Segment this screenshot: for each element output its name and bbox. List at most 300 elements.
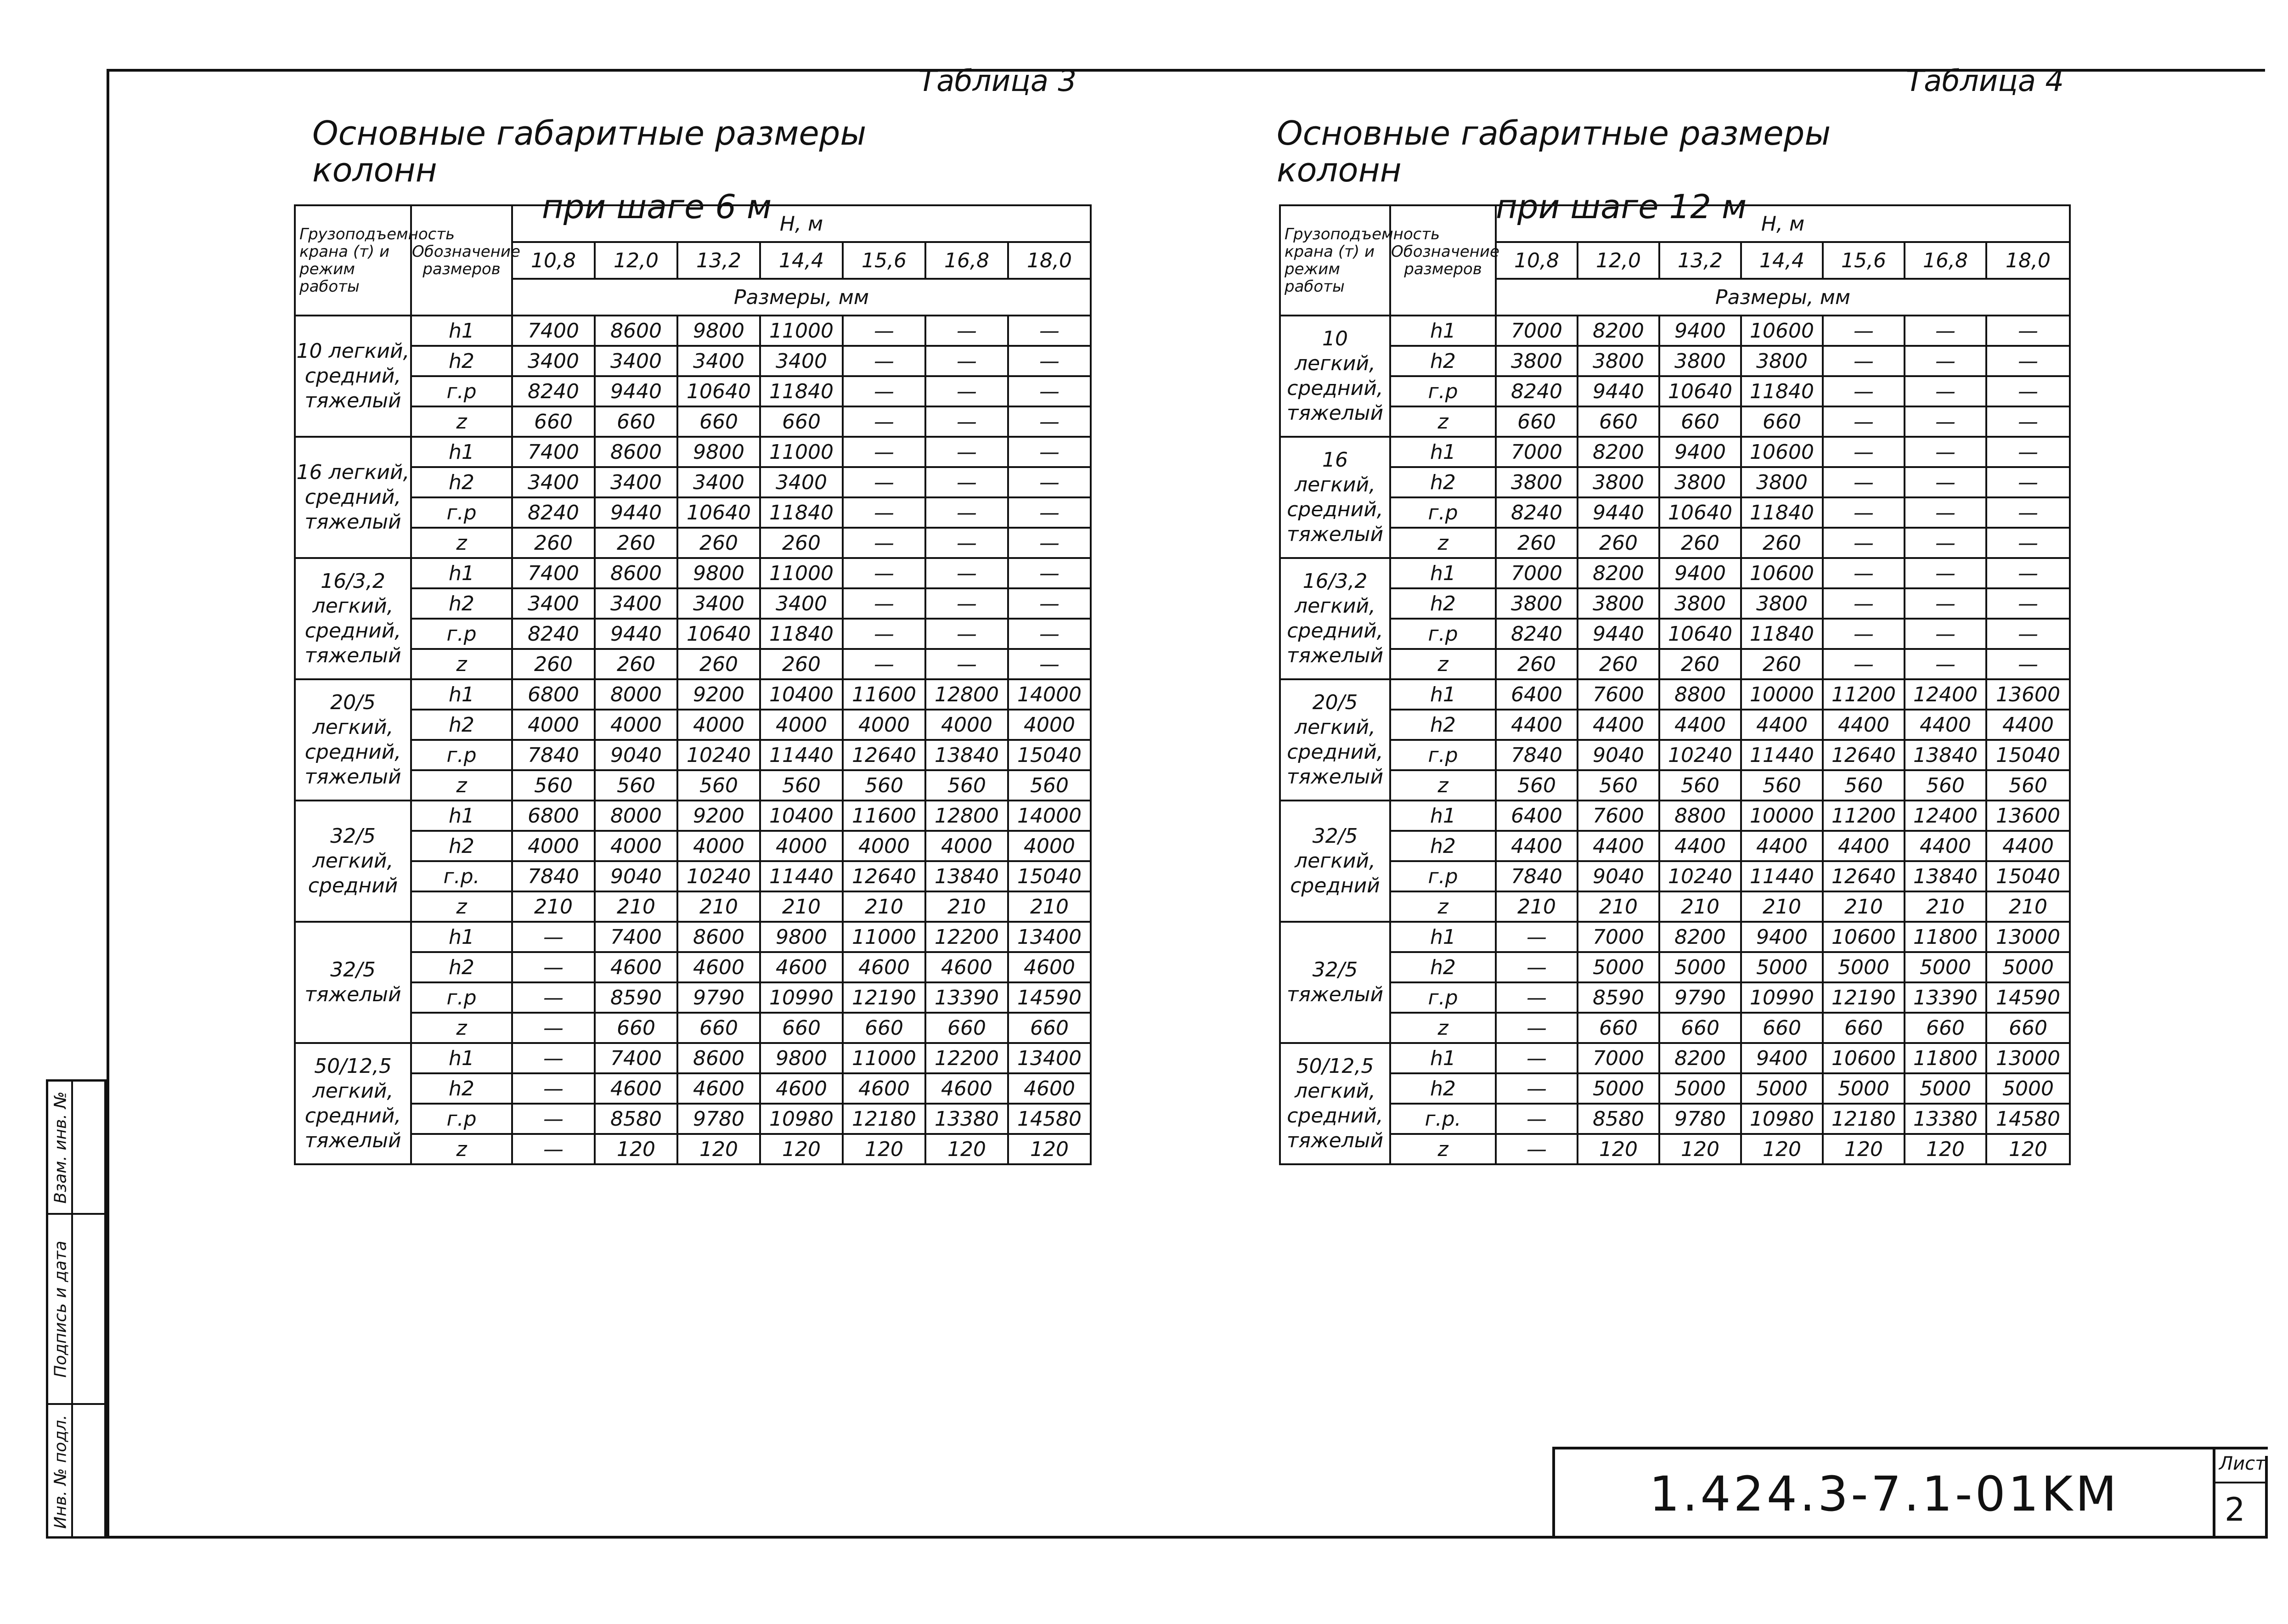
table4-value-cell: 3800 (1659, 467, 1741, 497)
table4-value-cell: 660 (1659, 1013, 1741, 1043)
table3-value-cell: 9040 (595, 861, 677, 891)
table4-value-cell: 8200 (1578, 437, 1659, 467)
table3-value-cell: 11000 (843, 1043, 925, 1073)
table3-value-cell: 8600 (677, 922, 760, 952)
table3-value-cell: 3400 (512, 346, 595, 376)
table4-value-cell: — (1986, 558, 2070, 588)
table4-designation: г.р (1390, 982, 1496, 1013)
table4-value-cell: — (1986, 497, 2070, 528)
table3-value-cell: 4000 (512, 831, 595, 861)
table3-value-cell: 13840 (925, 740, 1008, 770)
table3-value-cell: 660 (595, 406, 677, 437)
table3-designation: h2 (411, 467, 512, 497)
table3-value-cell: 11840 (760, 619, 843, 649)
table3-value-cell: 10640 (677, 376, 760, 406)
table3-value-cell: 8590 (595, 982, 677, 1013)
table3-value-cell: 7840 (512, 740, 595, 770)
table4-value-cell: 10600 (1823, 1043, 1905, 1073)
table3-value-cell: 12640 (843, 861, 925, 891)
table4-header-dims: Размеры, мм (1496, 279, 2070, 316)
table3-value-cell: 660 (595, 1013, 677, 1043)
table4-value-cell: 9400 (1659, 316, 1741, 346)
table3-value-cell: 4600 (677, 1073, 760, 1104)
table3-value-cell: 260 (512, 649, 595, 679)
table4-value-cell: 4400 (1578, 831, 1659, 861)
table4-title-line1: Основные габаритные размеры колонн (1277, 114, 1831, 189)
table4-header-designation: Обозначение размеров (1390, 205, 1496, 316)
table4-value-cell: 120 (1659, 1134, 1741, 1164)
table4-value-cell: — (1823, 346, 1905, 376)
table4-value-cell: 5000 (1659, 1073, 1741, 1104)
table3-value-cell: — (925, 619, 1008, 649)
table4-header-h-value: 10,8 (1496, 242, 1578, 279)
table3-value-cell: — (925, 588, 1008, 619)
table3-header-designation: Обозначение размеров (411, 205, 512, 316)
table3-value-cell: — (512, 1134, 595, 1164)
table4-value-cell: 7000 (1496, 316, 1578, 346)
table-row (295, 679, 1091, 710)
table4-value-cell: 260 (1496, 649, 1578, 679)
table4-value-cell: 9040 (1578, 861, 1659, 891)
table3-value-cell: 210 (843, 891, 925, 922)
table4-value-cell: 10980 (1741, 1104, 1823, 1134)
table-row (295, 1104, 1091, 1134)
table-row (1280, 770, 2070, 801)
table-row (295, 891, 1091, 922)
table3-value-cell: 11000 (760, 437, 843, 467)
table3-value-cell: — (843, 619, 925, 649)
table4-value-cell: 6400 (1496, 801, 1578, 831)
table3-value-cell: 11000 (760, 316, 843, 346)
table4-value-cell: — (1905, 437, 1986, 467)
table3-value-cell: 12640 (843, 740, 925, 770)
table3-value-cell: 3400 (677, 588, 760, 619)
table3-value-cell: 4600 (595, 1073, 677, 1104)
table-row (1280, 558, 2070, 588)
table3-value-cell: 560 (595, 770, 677, 801)
table-row (295, 467, 1091, 497)
table4-value-cell: — (1823, 316, 1905, 346)
table3-header-h-value: 15,6 (843, 242, 925, 279)
table-row (1280, 1104, 2070, 1134)
table4-group-label: 16 легкий, средний, тяжелый (1280, 437, 1390, 558)
table4-value-cell: 560 (1986, 770, 2070, 801)
table4-value-cell: 8800 (1659, 801, 1741, 831)
table4-value-cell: 8240 (1496, 376, 1578, 406)
table3-value-cell: — (843, 649, 925, 679)
table3-value-cell: — (1008, 406, 1091, 437)
table4-value-cell: 11440 (1741, 861, 1823, 891)
table3-value-cell: 13390 (925, 982, 1008, 1013)
table3-value-cell: 4600 (843, 1073, 925, 1104)
table4-value-cell: 660 (1659, 406, 1741, 437)
table3-value-cell: — (512, 922, 595, 952)
table4-value-cell: 4400 (1905, 710, 1986, 740)
table4-value-cell: 210 (1659, 891, 1741, 922)
table3-value-cell: 10980 (760, 1104, 843, 1134)
table-row (295, 831, 1091, 861)
table4-value-cell: 7840 (1496, 740, 1578, 770)
table3-value-cell: 660 (760, 406, 843, 437)
table3-header-dims: Размеры, мм (512, 279, 1091, 316)
table3-value-cell: — (1008, 497, 1091, 528)
table4-value-cell: 3800 (1578, 467, 1659, 497)
table3-value-cell: 6800 (512, 801, 595, 831)
table4-value-cell: 660 (1905, 1013, 1986, 1043)
table4-value-cell: 7600 (1578, 679, 1659, 710)
table4-value-cell: 8240 (1496, 497, 1578, 528)
table3-value-cell: 8000 (595, 679, 677, 710)
table3-designation: z (411, 528, 512, 558)
table3-group-label: 32/5 легкий, средний (295, 801, 411, 922)
table4-value-cell: 15040 (1986, 740, 2070, 770)
table4-value-cell: 4400 (1741, 710, 1823, 740)
table3-value-cell: 11840 (760, 376, 843, 406)
table4-value-cell: — (1823, 588, 1905, 619)
table3-value-cell: — (1008, 588, 1091, 619)
table3-value-cell: — (843, 528, 925, 558)
table4-value-cell: — (1496, 1104, 1578, 1134)
table4-value-cell: 12640 (1823, 861, 1905, 891)
table3-value-cell: 11000 (760, 558, 843, 588)
table3-value-cell: 260 (677, 528, 760, 558)
table3-caption: Таблица 3 (919, 64, 1077, 98)
table3-value-cell: 4000 (760, 831, 843, 861)
table4-value-cell: 9780 (1659, 1104, 1741, 1134)
table4-value-cell: — (1496, 922, 1578, 952)
table4-value-cell: 8800 (1659, 679, 1741, 710)
table4-value-cell: 7000 (1578, 922, 1659, 952)
table4-value-cell: 260 (1578, 649, 1659, 679)
table4-value-cell: 560 (1741, 770, 1823, 801)
table3-title-line2: при шаге 6 м (541, 187, 772, 226)
table4-header-h: H, м (1496, 205, 2070, 242)
table3-value-cell: — (512, 1013, 595, 1043)
table4-value-cell: 120 (1578, 1134, 1659, 1164)
table3-value-cell: 4600 (595, 952, 677, 982)
table-row (295, 861, 1091, 891)
table-row (295, 376, 1091, 406)
table3-group-label: 16/3,2 легкий, средний, тяжелый (295, 558, 411, 679)
table-row (295, 588, 1091, 619)
table3-value-cell: — (1008, 376, 1091, 406)
table4-group-label: 50/12,5 легкий, средний, тяжелый (1280, 1043, 1390, 1164)
table3-value-cell: 13840 (925, 861, 1008, 891)
table3-value-cell: 11600 (843, 801, 925, 831)
table3-designation: z (411, 891, 512, 922)
table3-value-cell: 11000 (843, 922, 925, 952)
table4-value-cell: 9400 (1741, 1043, 1823, 1073)
table3-value-cell: 3400 (512, 467, 595, 497)
table3-designation: г.р (411, 619, 512, 649)
table3-value-cell: 3400 (512, 588, 595, 619)
table-row (295, 437, 1091, 467)
table4-value-cell: 210 (1496, 891, 1578, 922)
table3-designation: г.р. (411, 861, 512, 891)
table4-value-cell: 10640 (1659, 376, 1741, 406)
table4-designation: г.р (1390, 497, 1496, 528)
table3-value-cell: 9780 (677, 1104, 760, 1134)
table3-designation: h1 (411, 558, 512, 588)
table4-group-label: 32/5 тяжелый (1280, 922, 1390, 1043)
table-row (1280, 497, 2070, 528)
table3-value-cell: — (843, 497, 925, 528)
table3-value-cell: — (1008, 619, 1091, 649)
table3-body (295, 205, 1091, 1164)
table3-value-cell: — (1008, 437, 1091, 467)
table4-value-cell: — (1905, 316, 1986, 346)
table-row (1280, 437, 2070, 467)
table3-value-cell: 660 (760, 1013, 843, 1043)
table4-value-cell: 10990 (1741, 982, 1823, 1013)
table3-value-cell: — (1008, 467, 1091, 497)
table4-designation: h2 (1390, 952, 1496, 982)
table4-value-cell: 13390 (1905, 982, 1986, 1013)
table3-value-cell: 210 (925, 891, 1008, 922)
table3-designation: z (411, 649, 512, 679)
table3-value-cell: — (925, 528, 1008, 558)
table4-value-cell: 3800 (1496, 588, 1578, 619)
table3-value-cell: 12200 (925, 1043, 1008, 1073)
table4-value-cell: 4400 (1986, 831, 2070, 861)
table3-value-cell: 210 (760, 891, 843, 922)
table3-value-cell: 11440 (760, 740, 843, 770)
table-row (295, 710, 1091, 740)
table-row (1280, 982, 2070, 1013)
table4-value-cell: 10640 (1659, 619, 1741, 649)
table4-value-cell: — (1905, 467, 1986, 497)
sheet-number: 2 (2225, 1491, 2245, 1528)
table4-value-cell: 210 (1578, 891, 1659, 922)
table4-value-cell: 260 (1659, 649, 1741, 679)
table3-value-cell: 120 (677, 1134, 760, 1164)
table4-header-h-value: 13,2 (1659, 242, 1741, 279)
table3-group-label: 10 легкий, средний, тяжелый (295, 316, 411, 437)
table3-header-h-value: 12,0 (595, 242, 677, 279)
table4-header-h-value: 14,4 (1741, 242, 1823, 279)
table3-value-cell: 4000 (925, 831, 1008, 861)
table3-value-cell: 4000 (843, 831, 925, 861)
table3-value-cell: 4000 (760, 710, 843, 740)
table4-value-cell: 260 (1659, 528, 1741, 558)
table3-value-cell: 6800 (512, 679, 595, 710)
table-row (295, 619, 1091, 649)
table4-value-cell: 660 (1496, 406, 1578, 437)
table3-designation: h1 (411, 679, 512, 710)
table-row (1280, 528, 2070, 558)
table-row (295, 528, 1091, 558)
table-row (295, 316, 1091, 346)
table4-value-cell: 13000 (1986, 922, 2070, 952)
table3-value-cell: 4000 (1008, 831, 1091, 861)
table4-value-cell: 10640 (1659, 497, 1741, 528)
table-row (295, 922, 1091, 952)
table3-value-cell: — (925, 467, 1008, 497)
table3-value-cell: 4600 (760, 1073, 843, 1104)
table3-value-cell: 7400 (512, 316, 595, 346)
table-row (295, 558, 1091, 588)
table3-value-cell: 3400 (595, 588, 677, 619)
table3-value-cell: — (843, 406, 925, 437)
table3-designation: г.р (411, 497, 512, 528)
table3-value-cell: 7400 (595, 922, 677, 952)
table4-value-cell: 7000 (1496, 437, 1578, 467)
table3-value-cell: — (1008, 649, 1091, 679)
table3-value-cell: 4000 (843, 710, 925, 740)
table4-value-cell: 11840 (1741, 497, 1823, 528)
table3-value-cell: 9440 (595, 376, 677, 406)
table4-designation: г.р (1390, 376, 1496, 406)
table4-value-cell: 7000 (1578, 1043, 1659, 1073)
table3-value-cell: 9440 (595, 619, 677, 649)
table4-group-label: 32/5 легкий, средний (1280, 801, 1390, 922)
table3-value-cell: 11600 (843, 679, 925, 710)
table3-header-h-value: 16,8 (925, 242, 1008, 279)
table3-value-cell: 9200 (677, 679, 760, 710)
table3-value-cell: 9800 (760, 922, 843, 952)
table4-value-cell: 13840 (1905, 861, 1986, 891)
sheet-box (2213, 1447, 2268, 1539)
table3-value-cell: 9800 (760, 1043, 843, 1073)
sheet-label: Лист (2219, 1453, 2266, 1474)
table4-value-cell: 560 (1578, 770, 1659, 801)
table4-designation: h1 (1390, 316, 1496, 346)
table4-value-cell: 3800 (1741, 588, 1823, 619)
table3-value-cell: 560 (760, 770, 843, 801)
table4-value-cell: — (1986, 406, 2070, 437)
table4-value-cell: — (1905, 649, 1986, 679)
table3-value-cell: 8240 (512, 619, 595, 649)
table4-value-cell: 10000 (1741, 801, 1823, 831)
table3-value-cell: — (512, 1073, 595, 1104)
table3-header-h-value: 10,8 (512, 242, 595, 279)
table3-value-cell: 260 (760, 528, 843, 558)
table4-value-cell: — (1986, 376, 2070, 406)
table3-value-cell: 560 (925, 770, 1008, 801)
table4-designation: h2 (1390, 710, 1496, 740)
table3-designation: h2 (411, 710, 512, 740)
table4-value-cell: — (1823, 467, 1905, 497)
table3-value-cell: 9200 (677, 801, 760, 831)
table4-value-cell: 3800 (1741, 467, 1823, 497)
table4-value-cell: — (1905, 588, 1986, 619)
table4-group-label: 20/5 легкий, средний, тяжелый (1280, 679, 1390, 801)
table4-group-label: 16/3,2 легкий, средний, тяжелый (1280, 558, 1390, 679)
table3-value-cell: — (925, 437, 1008, 467)
table4-value-cell: — (1986, 649, 2070, 679)
table3-value-cell: — (512, 982, 595, 1013)
table3-value-cell: 8240 (512, 376, 595, 406)
table4-header-h-value: 12,0 (1578, 242, 1659, 279)
table-row (295, 346, 1091, 376)
table3-designation: г.р (411, 376, 512, 406)
table-row (1280, 740, 2070, 770)
table4-header-h-value: 15,6 (1823, 242, 1905, 279)
table4-designation: z (1390, 649, 1496, 679)
table4-value-cell: 660 (1741, 406, 1823, 437)
table4-value-cell: 9440 (1578, 497, 1659, 528)
table3-value-cell: 4600 (925, 952, 1008, 982)
table3-value-cell: — (843, 588, 925, 619)
table4-value-cell: 560 (1496, 770, 1578, 801)
table4 (1279, 204, 2071, 1165)
table-row (1280, 1073, 2070, 1104)
table3-value-cell: — (843, 376, 925, 406)
table-row (295, 770, 1091, 801)
table4-value-cell: 5000 (1823, 952, 1905, 982)
table3-value-cell: 10400 (760, 801, 843, 831)
table3-value-cell: 4600 (760, 952, 843, 982)
table3-designation: h2 (411, 831, 512, 861)
table4-value-cell: 13000 (1986, 1043, 2070, 1073)
table3-value-cell: 560 (843, 770, 925, 801)
table3-value-cell: 4000 (595, 710, 677, 740)
table4-value-cell: 4400 (1496, 831, 1578, 861)
table-row (1280, 619, 2070, 649)
table4-value-cell: 4400 (1578, 710, 1659, 740)
table3-value-cell: 260 (595, 649, 677, 679)
table-row (1280, 1043, 2070, 1073)
table-row (1280, 467, 2070, 497)
table3-value-cell: 660 (512, 406, 595, 437)
table4-value-cell: 9440 (1578, 376, 1659, 406)
table-row (295, 1013, 1091, 1043)
table3-value-cell: 8600 (677, 1043, 760, 1073)
table3-value-cell: 3400 (595, 346, 677, 376)
table-row (295, 740, 1091, 770)
table3-value-cell: 9800 (677, 437, 760, 467)
table-row (295, 1073, 1091, 1104)
table4-value-cell: 10000 (1741, 679, 1823, 710)
table3-value-cell: — (925, 497, 1008, 528)
table4-value-cell: — (1986, 346, 2070, 376)
stamp-divider (71, 1082, 73, 1536)
table4-value-cell: 7600 (1578, 801, 1659, 831)
table4-value-cell: — (1986, 588, 2070, 619)
table-row (1280, 952, 2070, 982)
table3-value-cell: — (843, 316, 925, 346)
table3-value-cell: 7840 (512, 861, 595, 891)
table3-value-cell: 7400 (512, 558, 595, 588)
table-row (1280, 831, 2070, 861)
table4-value-cell: 4400 (1741, 831, 1823, 861)
table3-value-cell: 3400 (760, 588, 843, 619)
table4-designation: z (1390, 528, 1496, 558)
table3-value-cell: 13400 (1008, 1043, 1091, 1073)
table-row (1280, 891, 2070, 922)
table3-designation: h1 (411, 437, 512, 467)
table3-value-cell: — (1008, 316, 1091, 346)
table4-value-cell: 660 (1578, 406, 1659, 437)
table3-value-cell: 10240 (677, 740, 760, 770)
table3-value-cell: 3400 (677, 467, 760, 497)
table4-value-cell: — (1823, 437, 1905, 467)
table3-value-cell: 120 (595, 1134, 677, 1164)
table4-value-cell: 5000 (1578, 952, 1659, 982)
table4-value-cell: 10240 (1659, 861, 1741, 891)
table4-value-cell: — (1823, 376, 1905, 406)
table4-value-cell: 3800 (1659, 346, 1741, 376)
table4-value-cell: 120 (1905, 1134, 1986, 1164)
stamp-label-signature-date: Подпись и дата (51, 1240, 70, 1378)
table3-value-cell: 14000 (1008, 801, 1091, 831)
table4-value-cell: 6400 (1496, 679, 1578, 710)
table3-value-cell: 8240 (512, 497, 595, 528)
table3-value-cell: 14590 (1008, 982, 1091, 1013)
table-row (1280, 346, 2070, 376)
table4-designation: г.р (1390, 740, 1496, 770)
table4-designation: г.р (1390, 861, 1496, 891)
